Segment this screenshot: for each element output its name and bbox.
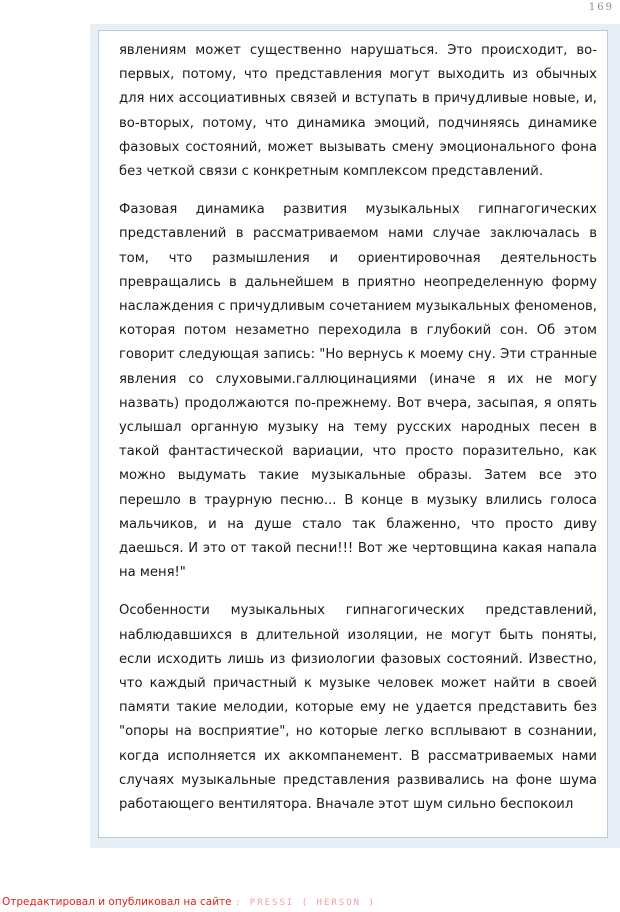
footer-text: Отредактировал и опубликовал на сайте (2, 896, 232, 908)
page-number: 169 (588, 2, 614, 13)
paragraph-1: явлениям может существенно нарушаться. Это происходит, во-первых, потому, что представления могут выходить из обычных для них ассоциативных связей и вступать в причудливые новые, и, во-вторых, потому, что динамика эмоций, подчиняясь динамике фазовых состояний, может вызывать смену эмоционального фона без четкой связи с конкретным комплексом представлений. (119, 43, 597, 180)
paragraph-3: Особенности музыкальных гипнагогических представлений, наблюдавшихся в длительной изоляции, не могут быть поняты, если исходить лишь из физиологии фазовых состояний. Известно, что каждый причастный к музыке человек может найти в своей памяти такие мелодии, которые ему не удается представить без "опоры на восприятие", но которые легко всплывают в сознании, когда исполняется их аккомпанемент. В рассматриваемых нами случаях музыкальные представления развивались на фоне шума работающего вентилятора. Вначале этот шум сильно беспокоил (119, 603, 597, 813)
footer-credit (2, 896, 376, 908)
paragraph-2: Фазовая динамика развития музыкальных гипнагогических представлений в рассматриваемом нами случае заключалась в том, что размышления и ориентировочная деятельность превращались в дальнейшем в приятно неопределенную форму наслаждения с причудливым сочетанием музыкальных феноменов, которая потом незаметно переходила в глубокий сон. Об этом говорит следующая запись: "Но вернусь к моему сну. Эти странные явления со слуховыми.галлюцинациями (иначе я их не могу назвать) продолжаются по-прежнему. Вот вчера, засыпая, я опять услышал органную музыку на тему русских народных песен в такой фантастической вариации, что просто поразительно, как можно выдумать такие музыкальные образы. Затем все это перешло в траурную песню... В конце в музыку влились голоса мальчиков, и на душе стало так блаженно, что просто диву даешься. И это от такой песни!!! Вот же чертовщина какая напала на меня!" (119, 202, 597, 581)
footer-site-link[interactable]: : PRESSI ( HERSON ) (234, 898, 376, 908)
text-panel (98, 30, 608, 838)
